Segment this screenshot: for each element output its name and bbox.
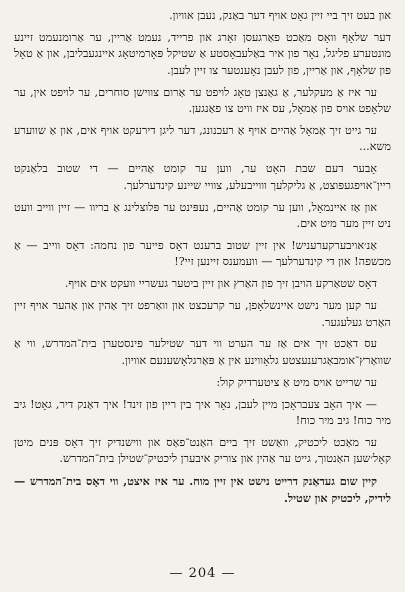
- paragraph: — איך האָב צעבראָכן מיין לעבן, נאָר איך בין ריין פון זינד! איך דאַנק דיר, גאָט! גיב מיר כוח! גיב מיר כוח!: [14, 397, 391, 428]
- paragraph-final: קיין שום געדאַנק דרייט נישט אין זיין מוח. ער איז איצט, ווי דאָס בית־המדרש — לידיק, ליכטיק און שטיל.: [14, 474, 391, 505]
- paragraph: און אַז איינמאָל, ווען ער קומט אַהיים, נעפּינט ער פּלוצלינג אַ בריוו — זיין ווייב וועט ניט זיין מער מיט אים.: [14, 200, 391, 230]
- paragraph: ער שרייט אויס מיט אַ ציטערדיק קול:: [216, 375, 377, 389]
- paragraph: דאָס שטאַרקע הויבן זיך פון האַרץ און זיין ביטער געשריי וועקט אים אויף.: [64, 277, 377, 291]
- paragraph: ער איז אַ מעקלער, אַ גאַנצן טאָג לויפט ער אַרום צווישן סוחרים, ער לויפט אין, ער שלאָפט אויס פון אַמאָל, עס איז וויט צו פאַנגען.: [14, 85, 391, 116]
- paragraph: אַנ׳אויבערקערעניש! אין זיין שטוב ברענט דאָס פייער פון נחמה: דאָס ווייב — אַ מכשפה! און די קינדערלעך — וועמענס זיינען זיי?!: [14, 238, 391, 269]
- body-text: [14, 8, 391, 506]
- paragraph: דער שלאָף וואָס מאַכט פאַרגעסן זאָרג און פרייד, נעמט אַריין, ער אַרומנעמט זיינע מונטערע פליגל, נאָר פון איר באַלעבאָסטע אַ שטיקל פּאָרמיטאָג איינגעבליבן, און אַ טאָל פון שלאָף, און אַריין, פון לעבן נאָענטער צו זיין לעבן.: [14, 30, 391, 77]
- paragraph: און בעט זיך ביי זיין גאָט אויף דער באַנק, נעבן אוויון.: [169, 9, 391, 22]
- paragraph: ער גייט זיך אַמאָל אַהיים אויף אַ רעכנונג, דער ליגן דירעקט אויף אים, און אַ שווערע משא...: [14, 123, 391, 154]
- paragraph: אָבער דעם שבת האָט ער, ווען ער קומט אַהיים — די שטוב בלאַנקט ריין־אויפגעפּוצט, אַ גליקלעך וווייבעלע, צוויי שיינע קינדערלעך.: [14, 162, 391, 192]
- paragraph: עס דאַכט זיך אים אַז ער הערט ווי דער שטילער פינסטערן בית־המדרש, ווי אַ שוואַרץ־אומבאַגרענעצטע גלאָווינע אין אַ פּאַרגלאָשענעם אוויון.: [14, 337, 391, 367]
- paragraph: ער קען מער נישט איינשלאָפן, ער קרעכצט און וואַרפט זיך אַהין און אַהער אויף זיין האַרט געלעגער.: [14, 299, 391, 329]
- paragraph: ער מאַכט ליכטיק, וואַשט זיך ביים האַנט־פאַס און ווישנדיק זיך דאָס פּנים מיטן קאָל׳שען האַנטוך, גייט ער אַהין און צוריק איבערן ליכטיק־שטילן בית־המדרש.: [14, 435, 391, 466]
- page-number: — 204 —: [169, 566, 236, 581]
